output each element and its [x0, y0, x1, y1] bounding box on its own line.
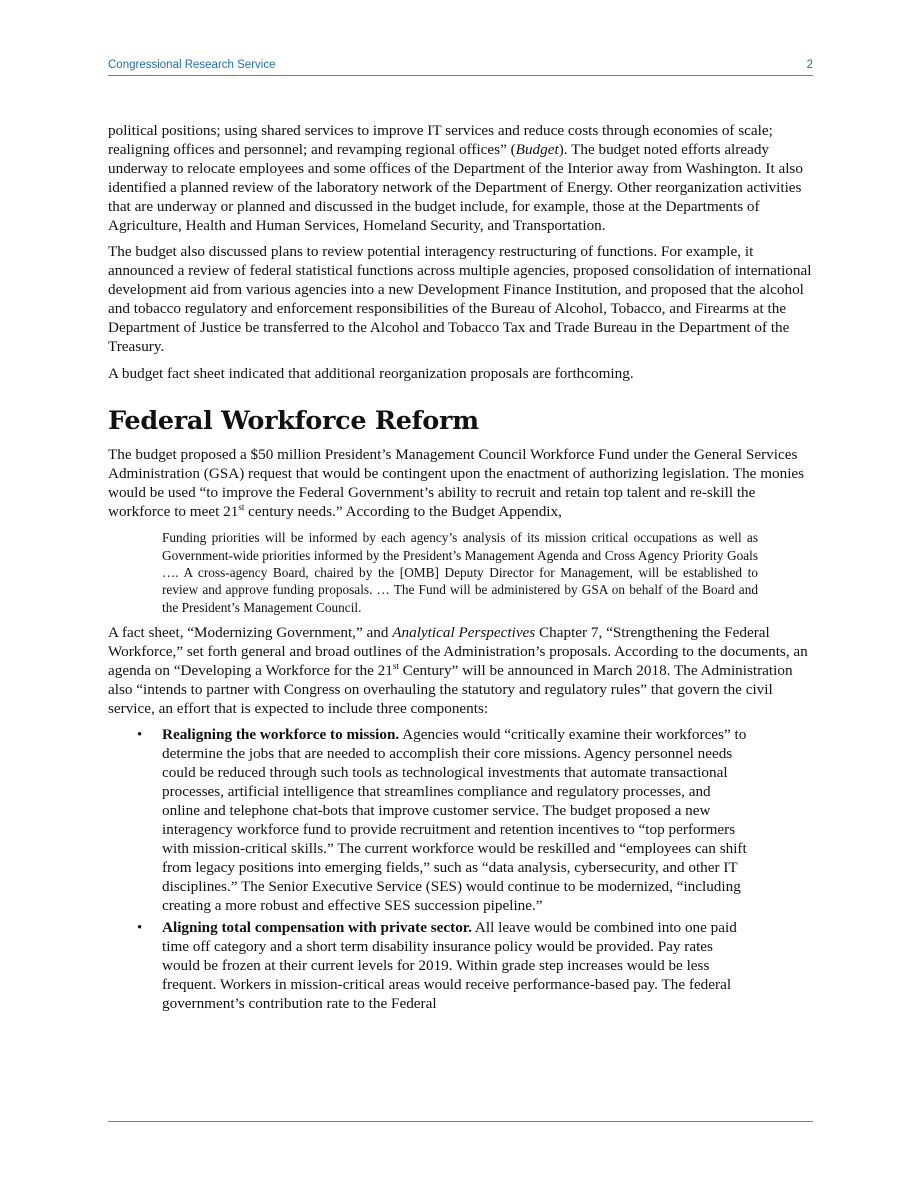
budget-citation: Budget: [515, 140, 559, 158]
bullet-heading: Aligning total compensation with private sector.: [162, 919, 472, 937]
paragraph-text: A fact sheet, “Modernizing Government,” and: [108, 623, 393, 641]
list-item: [108, 919, 752, 1014]
paragraph-text: Century” will be announced in March 2018. The Administration also “intends to partner with Congress on overhauling the statutory and regulatory rules” that govern the civil service, an effort that is expected to include three components:: [108, 661, 793, 717]
paragraph-text: political positions; using shared services to improve IT services and reduce costs through economies of scale; realigning offices and personnel; and revamping regional offices” (: [108, 122, 773, 158]
paragraph-text: Chapter 7, “Strengthening the Federal Workforce,” set forth general and broad outlines of the Administration’s proposals. According to the documents, an agenda on “Developing a Workforce for the 21: [108, 623, 808, 679]
ordinal-superscript: st: [392, 660, 399, 671]
components-list: [108, 726, 814, 1014]
bullet-icon: •: [137, 727, 143, 744]
paragraph-text: The budget proposed a $50 million President’s Management Council Workforce Fund under the General Services Administration (GSA) request that would be contingent upon the enactment of authorizing legislation. The monies would be used “to improve the Federal Government’s ability to recruit and retain top talent and re-skill the workforce to meet 21: [108, 445, 805, 520]
paragraph-reorganization-activities: [108, 122, 814, 235]
ordinal-superscript: st: [238, 501, 245, 512]
budget-appendix-quote: Funding priorities will be informed by each agency’s analysis of its mission critical occupations as well as Government-wide priorities informed by the President’s Management Agenda and Cross Agency Priority Goals …. A cross-agency Board, chaired by the [OMB] Deputy Director for Management, will be established to review and approve funding proposals. … The Fund will be administered by GSA on behalf of the Board and the President’s Management Council.: [162, 530, 758, 615]
list-item: [108, 726, 752, 915]
analytical-perspectives-title: Analytical Perspectives: [392, 623, 536, 641]
paragraph-modernizing-government: [108, 624, 814, 719]
paragraph-interagency-restructuring: The budget also discussed plans to review potential interagency restructuring of functions. For example, it announced a review of federal statistical functions across multiple agencies, proposed consolidation of international development aid from various agencies into a new Development Finance Institution, and proposed that the alcohol and tobacco regulatory and enforcement responsibilities of the Bureau of Alcohol, Tobacco, and Firearms at the Department of Justice be transferred to the Alcohol and Tobacco Tax and Trade Bureau in the Department of the Treasury.: [108, 243, 812, 355]
page-header: [108, 58, 813, 75]
section-heading: Federal Workforce Reform: [108, 405, 479, 436]
page-body: [108, 122, 814, 1018]
footer-rule: [108, 1121, 813, 1122]
page-number: 2: [806, 59, 813, 71]
header-rule: [108, 75, 813, 76]
bullet-heading: Realigning the workforce to mission.: [162, 726, 400, 744]
paragraph-fact-sheet: A budget fact sheet indicated that additional reorganization proposals are forthcoming.: [108, 364, 634, 382]
paragraph-text: century needs.” According to the Budget Appendix,: [244, 502, 562, 520]
paragraph-text: ). The budget noted efforts already underway to relocate employees and some offices of the Department of the Interior away from Washington. It also identified a planned review of the laboratory network of the Department of Energy. Other reorganization activities that are underway or planned and discussed in the budget include, for example, those at the Departments of Agriculture, Health and Human Services, Homeland Security, and Transportation.: [108, 140, 803, 234]
header-organization: Congressional Research Service: [108, 59, 276, 71]
bullet-text: All leave would be combined into one paid time off category and a short term disability insurance policy would be provided. Pay rates would be frozen at their current levels for 2019. Within grade step increases would be less frequent. Workers in mission-critical areas would receive performance-based pay. The federal government’s contribution rate to the Federal: [162, 919, 737, 1013]
bullet-text: Agencies would “critically examine their workforces” to determine the jobs that are needed to accomplish their core missions. Agency personnel needs could be reduced through such tools as technological investments that automate transactional processes, artificial intelligence that streamlines compliance and regulatory processes, and online and telephone chat-bots that improve customer service. The budget proposed a new interagency workforce fund to provide recruitment and retention incentives to “top performers with mission-critical skills.” The current workforce would be reskilled and “employees can shift from legacy positions into emerging fields,” such as “data analysis, cybersecurity, and other IT disciplines.” The Senior Executive Service (SES) would continue to be modernized, “including creating a more robust and effective SES succession pipeline.”: [162, 726, 747, 914]
paragraph-workforce-fund: [108, 446, 814, 522]
bullet-icon: •: [137, 920, 143, 937]
